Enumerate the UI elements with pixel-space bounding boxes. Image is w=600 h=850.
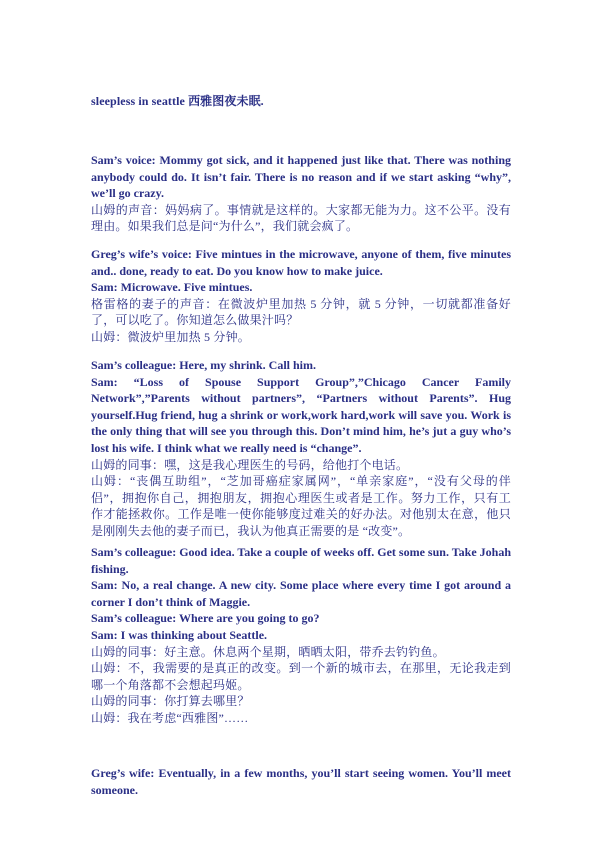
chinese-line: 山姆：“丧偶互助组”，“芝加哥癌症家属网”，“单亲家庭”，“没有父母的伴侣”，拥抱你自己，拥抱朋友，拥抱心理医生或者是工作。努力工作，只有工作才能拯救你。工作是唯一使你能够度过难关的好办法。对他别太在意，他只是刚刚失去他的妻子而已，我认为他真正需要的是 “改变”。	[91, 474, 511, 538]
dialogue-block	[91, 544, 511, 727]
chinese-line: 山姆的同事：好主意。休息两个星期，晒晒太阳，带乔去钓钓鱼。	[91, 644, 445, 659]
english-line: Sam’s voice: Mommy got sick, and it happened just like that. There was nothing anybody could do. It isn’t fair. There is no reason and if we start asking “why”, we’ll go crazy.	[91, 153, 511, 201]
english-line: Sam’s colleague: Where are you going to go?	[91, 611, 320, 626]
chinese-line: 山姆：我在考虑“西雅图”……	[91, 710, 249, 725]
chinese-line: 山姆：不，我需要的是真正的改变。到一个新的城市去，在那里，无论我走到哪一个角落都不会想起玛姬。	[91, 661, 511, 692]
dialogue-block	[91, 357, 511, 540]
english-line: Sam: I was thinking about Seattle.	[91, 627, 268, 642]
chinese-line: 山姆：微波炉里加热 5 分钟。	[91, 329, 251, 344]
chinese-line: 格雷格的妻子的声音：在微波炉里加热 5 分钟，就 5 分钟，一切就都准备好了，可以吃了。你知道怎么做果汁吗？	[91, 296, 511, 328]
dialogue-block	[91, 152, 511, 235]
english-line: Sam: No, a real change. A new city. Some place where every time I got around a corner I don’t think of Maggie.	[91, 578, 511, 609]
chinese-line: 山姆的声音：妈妈病了。事情就是这样的。大家都无能为力。这不公平。没有理由。如果我们总是问“为什么”，我们就会疯了。	[91, 202, 511, 234]
english-line: Sam’s colleague: Good idea. Take a couple of weeks off. Get some sun. Take Johah fishing.	[91, 545, 511, 576]
english-line: Sam’s colleague: Here, my shrink. Call him.	[91, 358, 316, 372]
english-line: Greg’s wife: Eventually, in a few months, you’ll start seeing women. You’ll meet someone.	[91, 766, 511, 797]
dialogue-block	[91, 246, 511, 346]
dialogue-block	[91, 765, 511, 798]
english-line: Sam: “Loss of Spouse Support Group”,”Chicago Cancer Family Network”,”Parents without partners”, “Partners without Parents”. Hug yourself.Hug friend, hug a shrink or work,work hard,work will save you. Work is the only thing that will see you through this. Don’t mind him, he’s jut a guy who’s lost his wife. I think what we really need is “change”.	[91, 374, 511, 455]
english-line: Sam: Microwave. Five mintues.	[91, 280, 253, 295]
document-title: sleepless in seattle 西雅图夜未眠.	[91, 94, 264, 108]
chinese-line: 山姆的同事：嘿，这是我心理医生的号码，给他打个电话。	[91, 457, 409, 472]
english-line: Greg’s wife’s voice: Five mintues in the microwave, anyone of them, five minutes and.. done, ready to eat. Do you know how to make juice.	[91, 247, 511, 278]
chinese-line: 山姆的同事：你打算去哪里？	[91, 694, 250, 709]
